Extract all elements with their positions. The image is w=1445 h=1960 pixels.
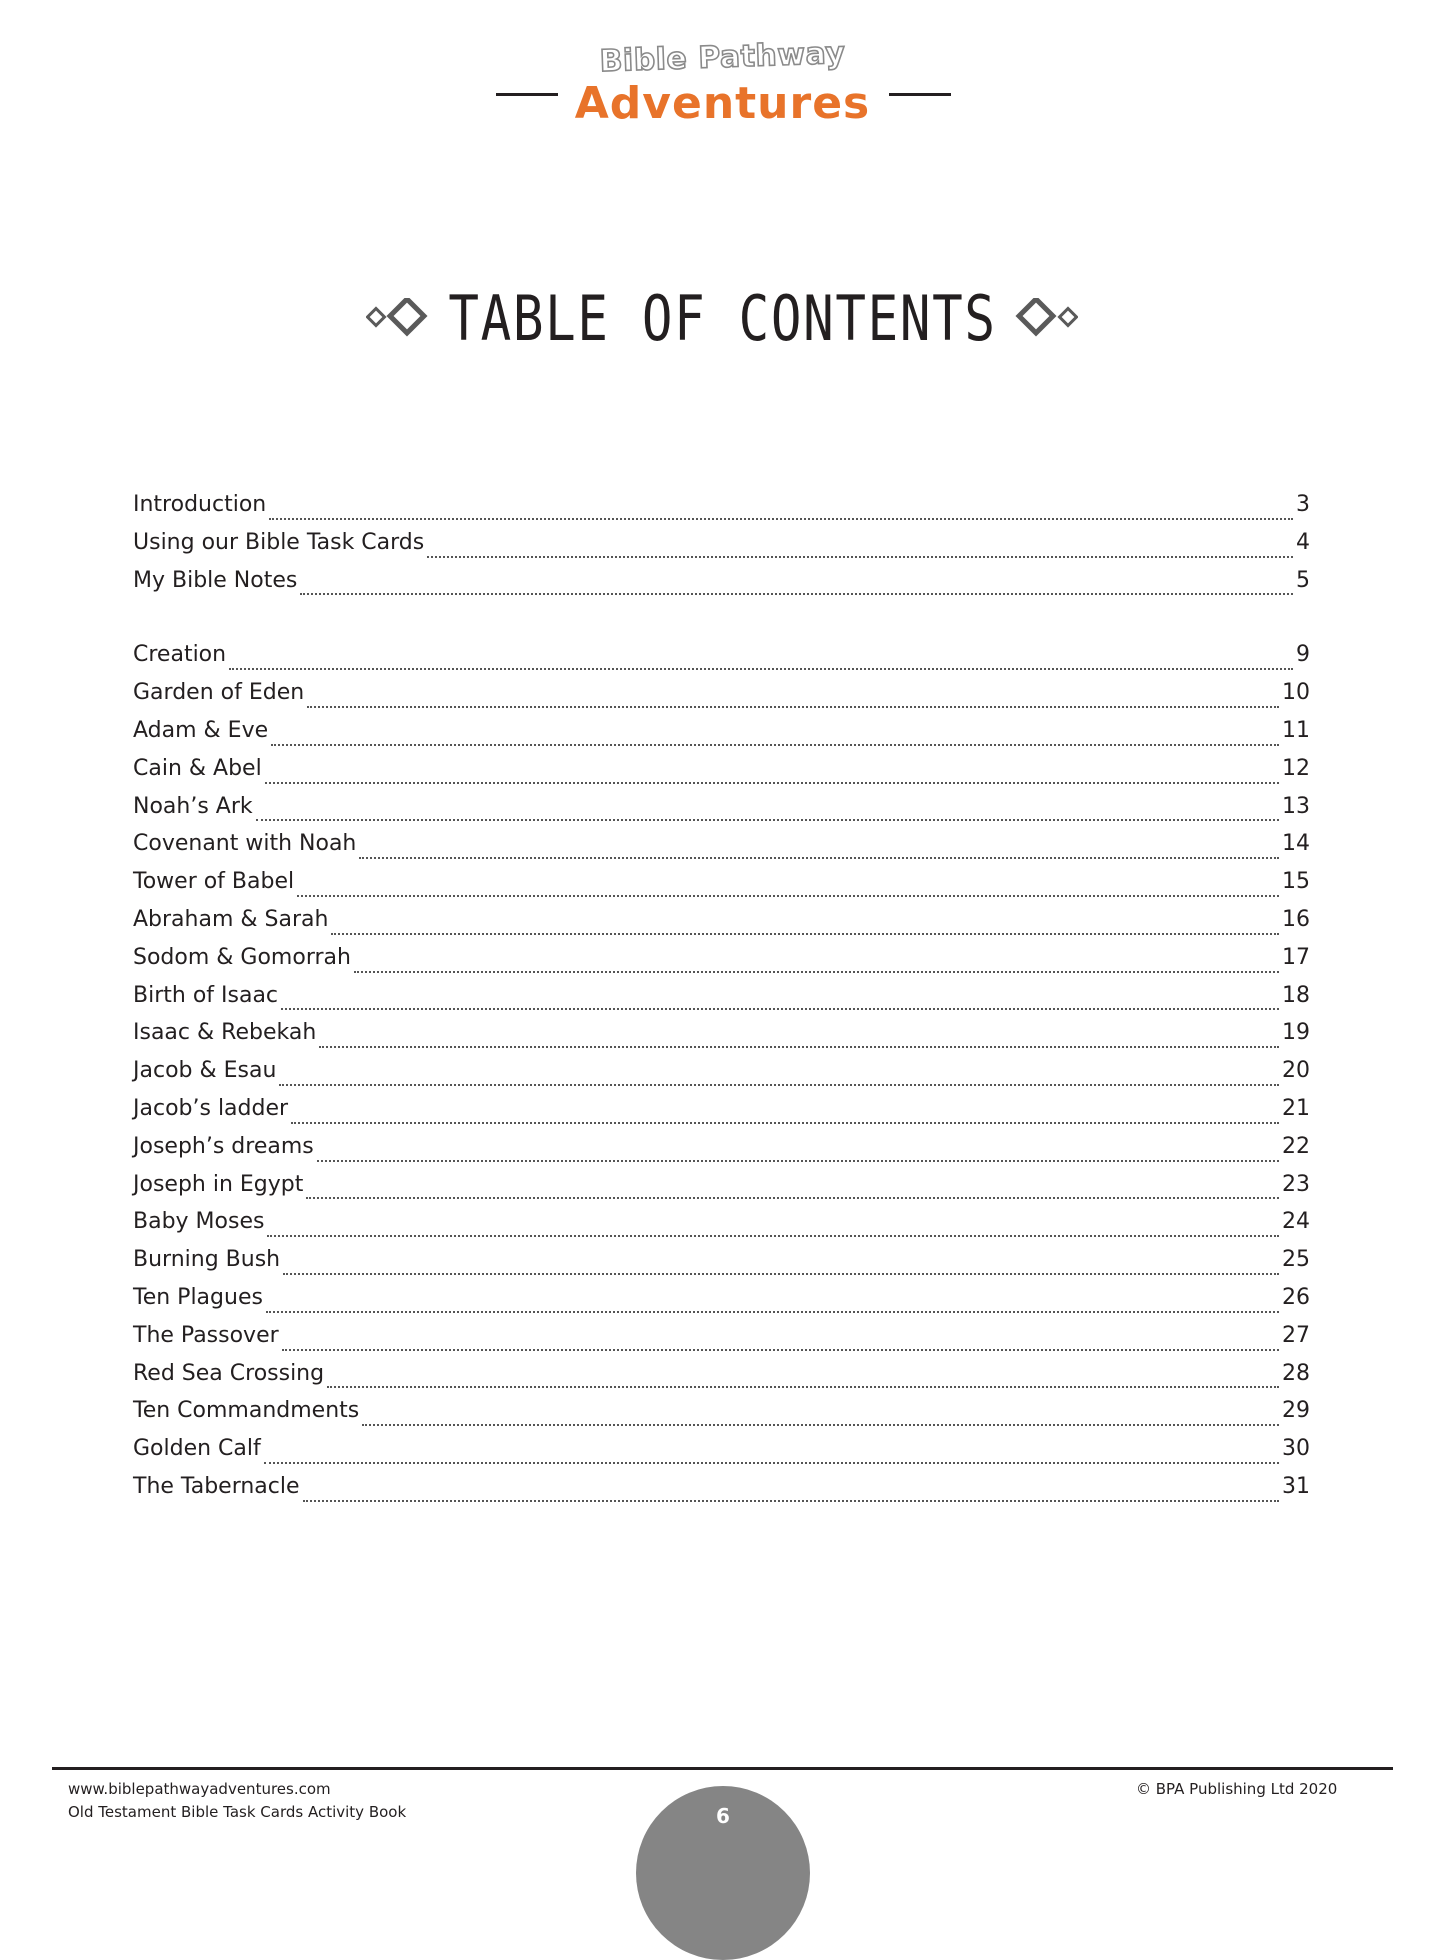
toc-dot-leader bbox=[265, 780, 1279, 784]
toc-dot-leader bbox=[331, 931, 1279, 935]
toc-entry-label: My Bible Notes bbox=[133, 567, 298, 593]
toc-main-section bbox=[133, 642, 1310, 1511]
toc-entry-page: 4 bbox=[1296, 529, 1310, 555]
toc-entry[interactable] bbox=[133, 680, 1310, 718]
toc-entry[interactable] bbox=[133, 492, 1310, 530]
toc-entry-page: 21 bbox=[1282, 1095, 1310, 1121]
toc-entry[interactable] bbox=[133, 1361, 1310, 1399]
toc-entry-label: Joseph’s dreams bbox=[133, 1133, 314, 1159]
toc-entry-page: 3 bbox=[1296, 492, 1310, 517]
toc-entry-label: Ten Commandments bbox=[133, 1398, 360, 1424]
toc-entry[interactable] bbox=[133, 1474, 1310, 1512]
toc-dot-leader bbox=[229, 666, 1293, 670]
toc-entry-page: 14 bbox=[1282, 831, 1310, 857]
toc-entry-page: 25 bbox=[1282, 1247, 1310, 1273]
toc-entry-label: Noah’s Ark bbox=[133, 793, 253, 819]
toc-dot-leader bbox=[319, 1044, 1279, 1048]
toc-entry-page: 18 bbox=[1282, 982, 1310, 1008]
footer-book-title: Old Testament Bible Task Cards Activity Book bbox=[68, 1803, 407, 1821]
toc-entry-label: Burning Bush bbox=[133, 1247, 281, 1273]
toc-dot-leader bbox=[271, 742, 1279, 746]
toc-dot-leader bbox=[266, 1309, 1279, 1313]
toc-entry[interactable] bbox=[133, 1020, 1310, 1058]
toc-entry-label: Red Sea Crossing bbox=[133, 1360, 325, 1386]
toc-entry-page: 31 bbox=[1282, 1473, 1310, 1499]
toc-dot-leader bbox=[300, 591, 1293, 595]
toc-entry-label: Jacob & Esau bbox=[133, 1058, 277, 1084]
toc-entry-page: 17 bbox=[1282, 944, 1310, 970]
toc-entry-page: 22 bbox=[1282, 1133, 1310, 1159]
toc-entry[interactable] bbox=[133, 1398, 1310, 1436]
toc-entry-label: The Tabernacle bbox=[133, 1473, 300, 1499]
toc-entry-label: Sodom & Gomorrah bbox=[133, 944, 351, 970]
toc-entry-label: Introduction bbox=[133, 492, 267, 517]
toc-entry-page: 19 bbox=[1282, 1020, 1310, 1046]
toc-dot-leader bbox=[303, 1498, 1279, 1502]
page-number: 6 bbox=[716, 1804, 730, 1828]
toc-dot-leader bbox=[297, 893, 1279, 897]
toc-entry[interactable] bbox=[133, 1209, 1310, 1247]
toc-entry[interactable] bbox=[133, 1247, 1310, 1285]
toc-entry[interactable] bbox=[133, 1285, 1310, 1323]
toc-entry-label: Jacob’s ladder bbox=[133, 1095, 289, 1121]
toc-entry[interactable] bbox=[133, 1323, 1310, 1361]
toc-entry-label: Isaac & Rebekah bbox=[133, 1020, 317, 1046]
toc-entry[interactable] bbox=[133, 794, 1310, 832]
toc-entry[interactable] bbox=[133, 983, 1310, 1021]
toc-entry[interactable] bbox=[133, 907, 1310, 945]
toc-entry[interactable] bbox=[133, 718, 1310, 756]
toc-entry[interactable] bbox=[133, 568, 1310, 606]
toc-entry-page: 15 bbox=[1282, 869, 1310, 895]
toc-entry-label: Golden Calf bbox=[133, 1436, 261, 1462]
footer-rule bbox=[52, 1767, 1393, 1770]
toc-dot-leader bbox=[283, 1271, 1279, 1275]
toc-dot-leader bbox=[269, 516, 1293, 520]
toc-dot-leader bbox=[264, 1460, 1279, 1464]
logo-rule-right bbox=[889, 93, 951, 96]
toc-dot-leader bbox=[279, 1082, 1279, 1086]
title-row bbox=[0, 280, 1445, 355]
toc-entry-page: 10 bbox=[1282, 680, 1310, 706]
toc-dot-leader bbox=[307, 704, 1279, 708]
toc-dot-leader bbox=[256, 817, 1279, 821]
footer-copyright: © BPA Publishing Ltd 2020 bbox=[1136, 1780, 1338, 1798]
toc-entry[interactable] bbox=[133, 831, 1310, 869]
toc-entry-label: Abraham & Sarah bbox=[133, 906, 329, 932]
toc-entry[interactable] bbox=[133, 756, 1310, 794]
logo-text-top: Bible Pathway bbox=[598, 35, 846, 80]
toc-entry-label: Creation bbox=[133, 642, 227, 668]
brand-logo bbox=[0, 35, 1445, 138]
diamond-ornament-icon bbox=[1008, 298, 1078, 338]
footer-left bbox=[68, 1778, 406, 1824]
toc-entry-page: 26 bbox=[1282, 1284, 1310, 1310]
toc-dot-leader bbox=[281, 1006, 1279, 1010]
toc-entry[interactable] bbox=[133, 1096, 1310, 1134]
toc-entry-label: Adam & Eve bbox=[133, 717, 269, 743]
footer-website[interactable]: www.biblepathwayadventures.com bbox=[68, 1780, 331, 1798]
toc-entry-page: 27 bbox=[1282, 1322, 1310, 1348]
logo-text-bottom: Adventures bbox=[574, 78, 871, 129]
toc-dot-leader bbox=[317, 1158, 1279, 1162]
toc-entry-page: 12 bbox=[1282, 755, 1310, 781]
toc-entry-label: Baby Moses bbox=[133, 1209, 265, 1235]
toc-entry-page: 11 bbox=[1282, 717, 1310, 743]
toc-entry[interactable] bbox=[133, 1134, 1310, 1172]
toc-entry[interactable] bbox=[133, 1058, 1310, 1096]
page-title: TABLE OF CONTENTS bbox=[448, 282, 997, 355]
toc-entry[interactable] bbox=[133, 869, 1310, 907]
toc-entry-page: 9 bbox=[1296, 642, 1310, 668]
toc-entry[interactable] bbox=[133, 945, 1310, 983]
toc-entry-label: Joseph in Egypt bbox=[133, 1171, 304, 1197]
toc-entry-label: Tower of Babel bbox=[133, 869, 295, 895]
toc-section-gap bbox=[133, 605, 1310, 642]
toc-entry[interactable] bbox=[133, 1172, 1310, 1210]
toc-entry-label: Birth of Isaac bbox=[133, 982, 279, 1008]
toc-entry[interactable] bbox=[133, 1436, 1310, 1474]
toc-dot-leader bbox=[291, 1120, 1279, 1124]
toc-entry-page: 16 bbox=[1282, 906, 1310, 932]
toc-entry-page: 20 bbox=[1282, 1058, 1310, 1084]
toc-dot-leader bbox=[359, 855, 1279, 859]
toc-entry-label: The Passover bbox=[133, 1322, 279, 1348]
toc-entry-page: 5 bbox=[1296, 567, 1310, 593]
toc-dot-leader bbox=[267, 1233, 1279, 1237]
toc-entry-page: 28 bbox=[1282, 1360, 1310, 1386]
toc-front-section bbox=[133, 492, 1310, 605]
toc-dot-leader bbox=[306, 1195, 1279, 1199]
toc-dot-leader bbox=[354, 969, 1279, 973]
toc-entry[interactable] bbox=[133, 530, 1310, 568]
toc-entry-label: Covenant with Noah bbox=[133, 831, 357, 857]
toc-entry[interactable] bbox=[133, 642, 1310, 680]
toc-entry-page: 29 bbox=[1282, 1398, 1310, 1424]
toc-entry-page: 23 bbox=[1282, 1171, 1310, 1197]
toc-dot-leader bbox=[427, 554, 1293, 558]
toc-entry-page: 13 bbox=[1282, 793, 1310, 819]
toc-dot-leader bbox=[362, 1422, 1279, 1426]
toc-dot-leader bbox=[327, 1384, 1279, 1388]
toc-entry-label: Garden of Eden bbox=[133, 680, 305, 706]
toc-entry-page: 24 bbox=[1282, 1209, 1310, 1235]
toc-entry-label: Cain & Abel bbox=[133, 755, 262, 781]
table-of-contents bbox=[133, 492, 1310, 1512]
toc-entry-page: 30 bbox=[1282, 1436, 1310, 1462]
toc-entry-label: Using our Bible Task Cards bbox=[133, 529, 425, 555]
toc-dot-leader bbox=[282, 1347, 1279, 1351]
toc-entry-label: Ten Plagues bbox=[133, 1284, 263, 1310]
